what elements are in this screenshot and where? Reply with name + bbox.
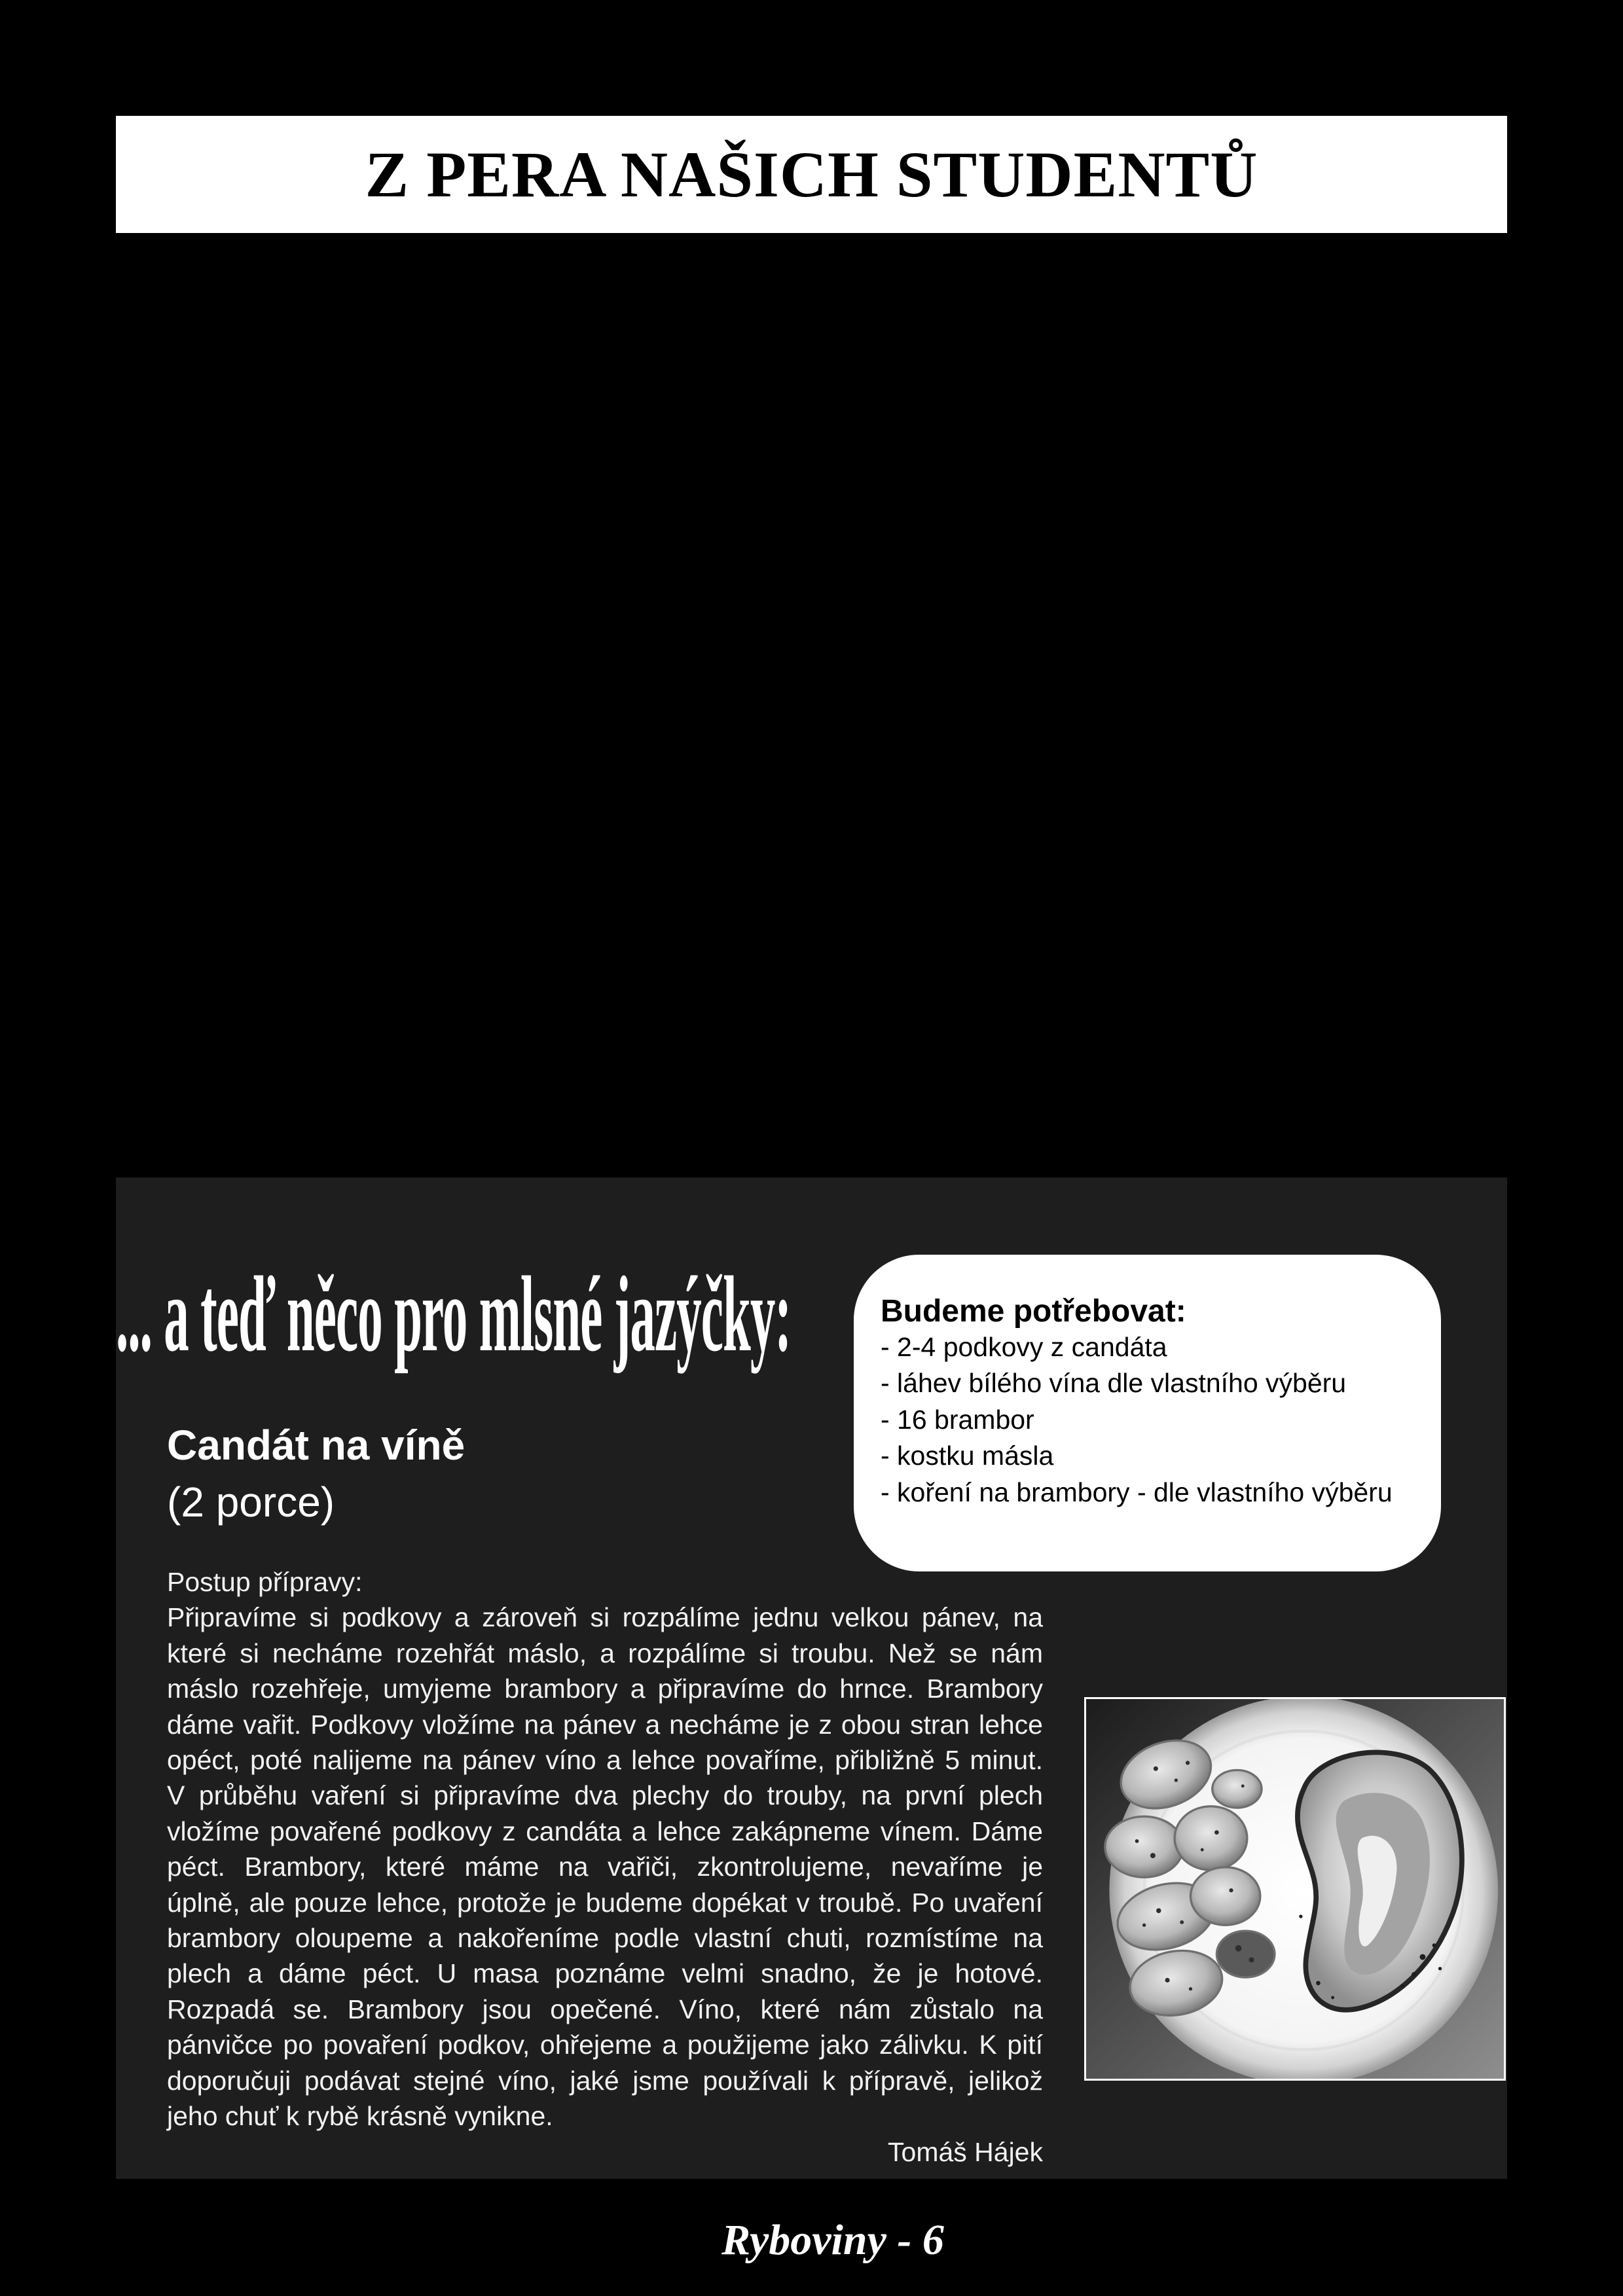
method-line: opéct, poté nalijeme na pánev víno a lehce povaříme, přibližně 5 minut. <box>167 1745 1043 1776</box>
ingredient-item: - láhev bílého vína dle vlastního výběru <box>881 1368 1347 1399</box>
method-line: dáme vařit. Podkovy vložíme na pánev a necháme je z obou stran lehce <box>167 1709 1043 1740</box>
recipe-title: Candát na víně <box>167 1422 465 1469</box>
author-name: Tomáš Hájek <box>888 2136 1043 2167</box>
dish-photo <box>1084 1697 1506 2081</box>
headline-text: ... a teď něco pro mlsné jazýčky: <box>116 1260 792 1374</box>
potato <box>1105 1816 1184 1877</box>
method-line: máslo rozehřeje, umyjeme brambory a připravíme do hrnce. Brambory <box>167 1674 1043 1704</box>
dish-photo-image <box>1086 1699 1504 2079</box>
ingredients-heading: Budeme potřebovat: <box>881 1294 1186 1329</box>
ingredient-item: - 2-4 podkovy z candáta <box>881 1332 1167 1362</box>
ingredient-item: - 16 brambor <box>881 1404 1034 1435</box>
potato <box>1216 1931 1275 1977</box>
method-text <box>167 1564 1043 2170</box>
ingredients-box <box>854 1255 1441 1571</box>
potato <box>1191 1867 1260 1926</box>
method-line: plech a dáme péct. U masa poznáme velmi snadno, že je hotové. <box>167 1958 1043 1989</box>
method-line: brambory oloupeme a nakořeníme podle vlastní chuti, rozmístíme na <box>167 1923 1043 1954</box>
method-line: vložíme povařené podkovy z candáta a lehce zakápneme vínem. Dáme <box>167 1816 1043 1846</box>
recipe-article <box>116 1177 1507 2179</box>
method-line: které si necháme rozehřát máslo, a rozpálíme si troubu. Než se nám <box>167 1638 1043 1668</box>
method-line: doporučuji podávat stejné víno, jaké jsme používali k přípravě, jelikož <box>167 2065 1043 2096</box>
recipe-heading <box>167 1417 465 1531</box>
method-line: úplně, ale pouze lehce, protože je budeme dopékat v troubě. Po uvaření <box>167 1887 1043 1918</box>
method-line: V průběhu vaření si připravíme dva plechy do trouby, na první plech <box>167 1780 1043 1811</box>
section-title: Z PERA NAŠICH STUDENTŮ <box>365 137 1258 211</box>
method-line: Rozpadá se. Brambory jsou opečené. Víno, které nám zůstalo na <box>167 1994 1043 2024</box>
section-header <box>116 116 1507 233</box>
recipe-portions: (2 porce) <box>167 1479 335 1526</box>
method-line: pánvičce po povaření podkov, ohřejeme a použijeme jako zálivku. K pití <box>167 2030 1043 2060</box>
potato <box>1213 1770 1262 1808</box>
headline <box>116 1260 869 1384</box>
ingredient-item: - koření na brambory - dle vlastního výběru <box>881 1477 1393 1507</box>
potato <box>1175 1806 1247 1870</box>
method-label: Postup přípravy: <box>167 1567 363 1597</box>
method-line: Připravíme si podkovy a zároveň si rozpálíme jednu velkou pánev, na <box>167 1602 1043 1633</box>
footer-page-label: Ryboviny - 6 <box>721 2216 944 2264</box>
ingredient-item: - kostku másla <box>881 1441 1054 1471</box>
method-line: péct. Brambory, které máme na vařiči, zkontrolujeme, nevaříme je <box>167 1852 1043 1882</box>
method-line: jeho chuť k rybě krásně vynikne. <box>167 2101 553 2132</box>
